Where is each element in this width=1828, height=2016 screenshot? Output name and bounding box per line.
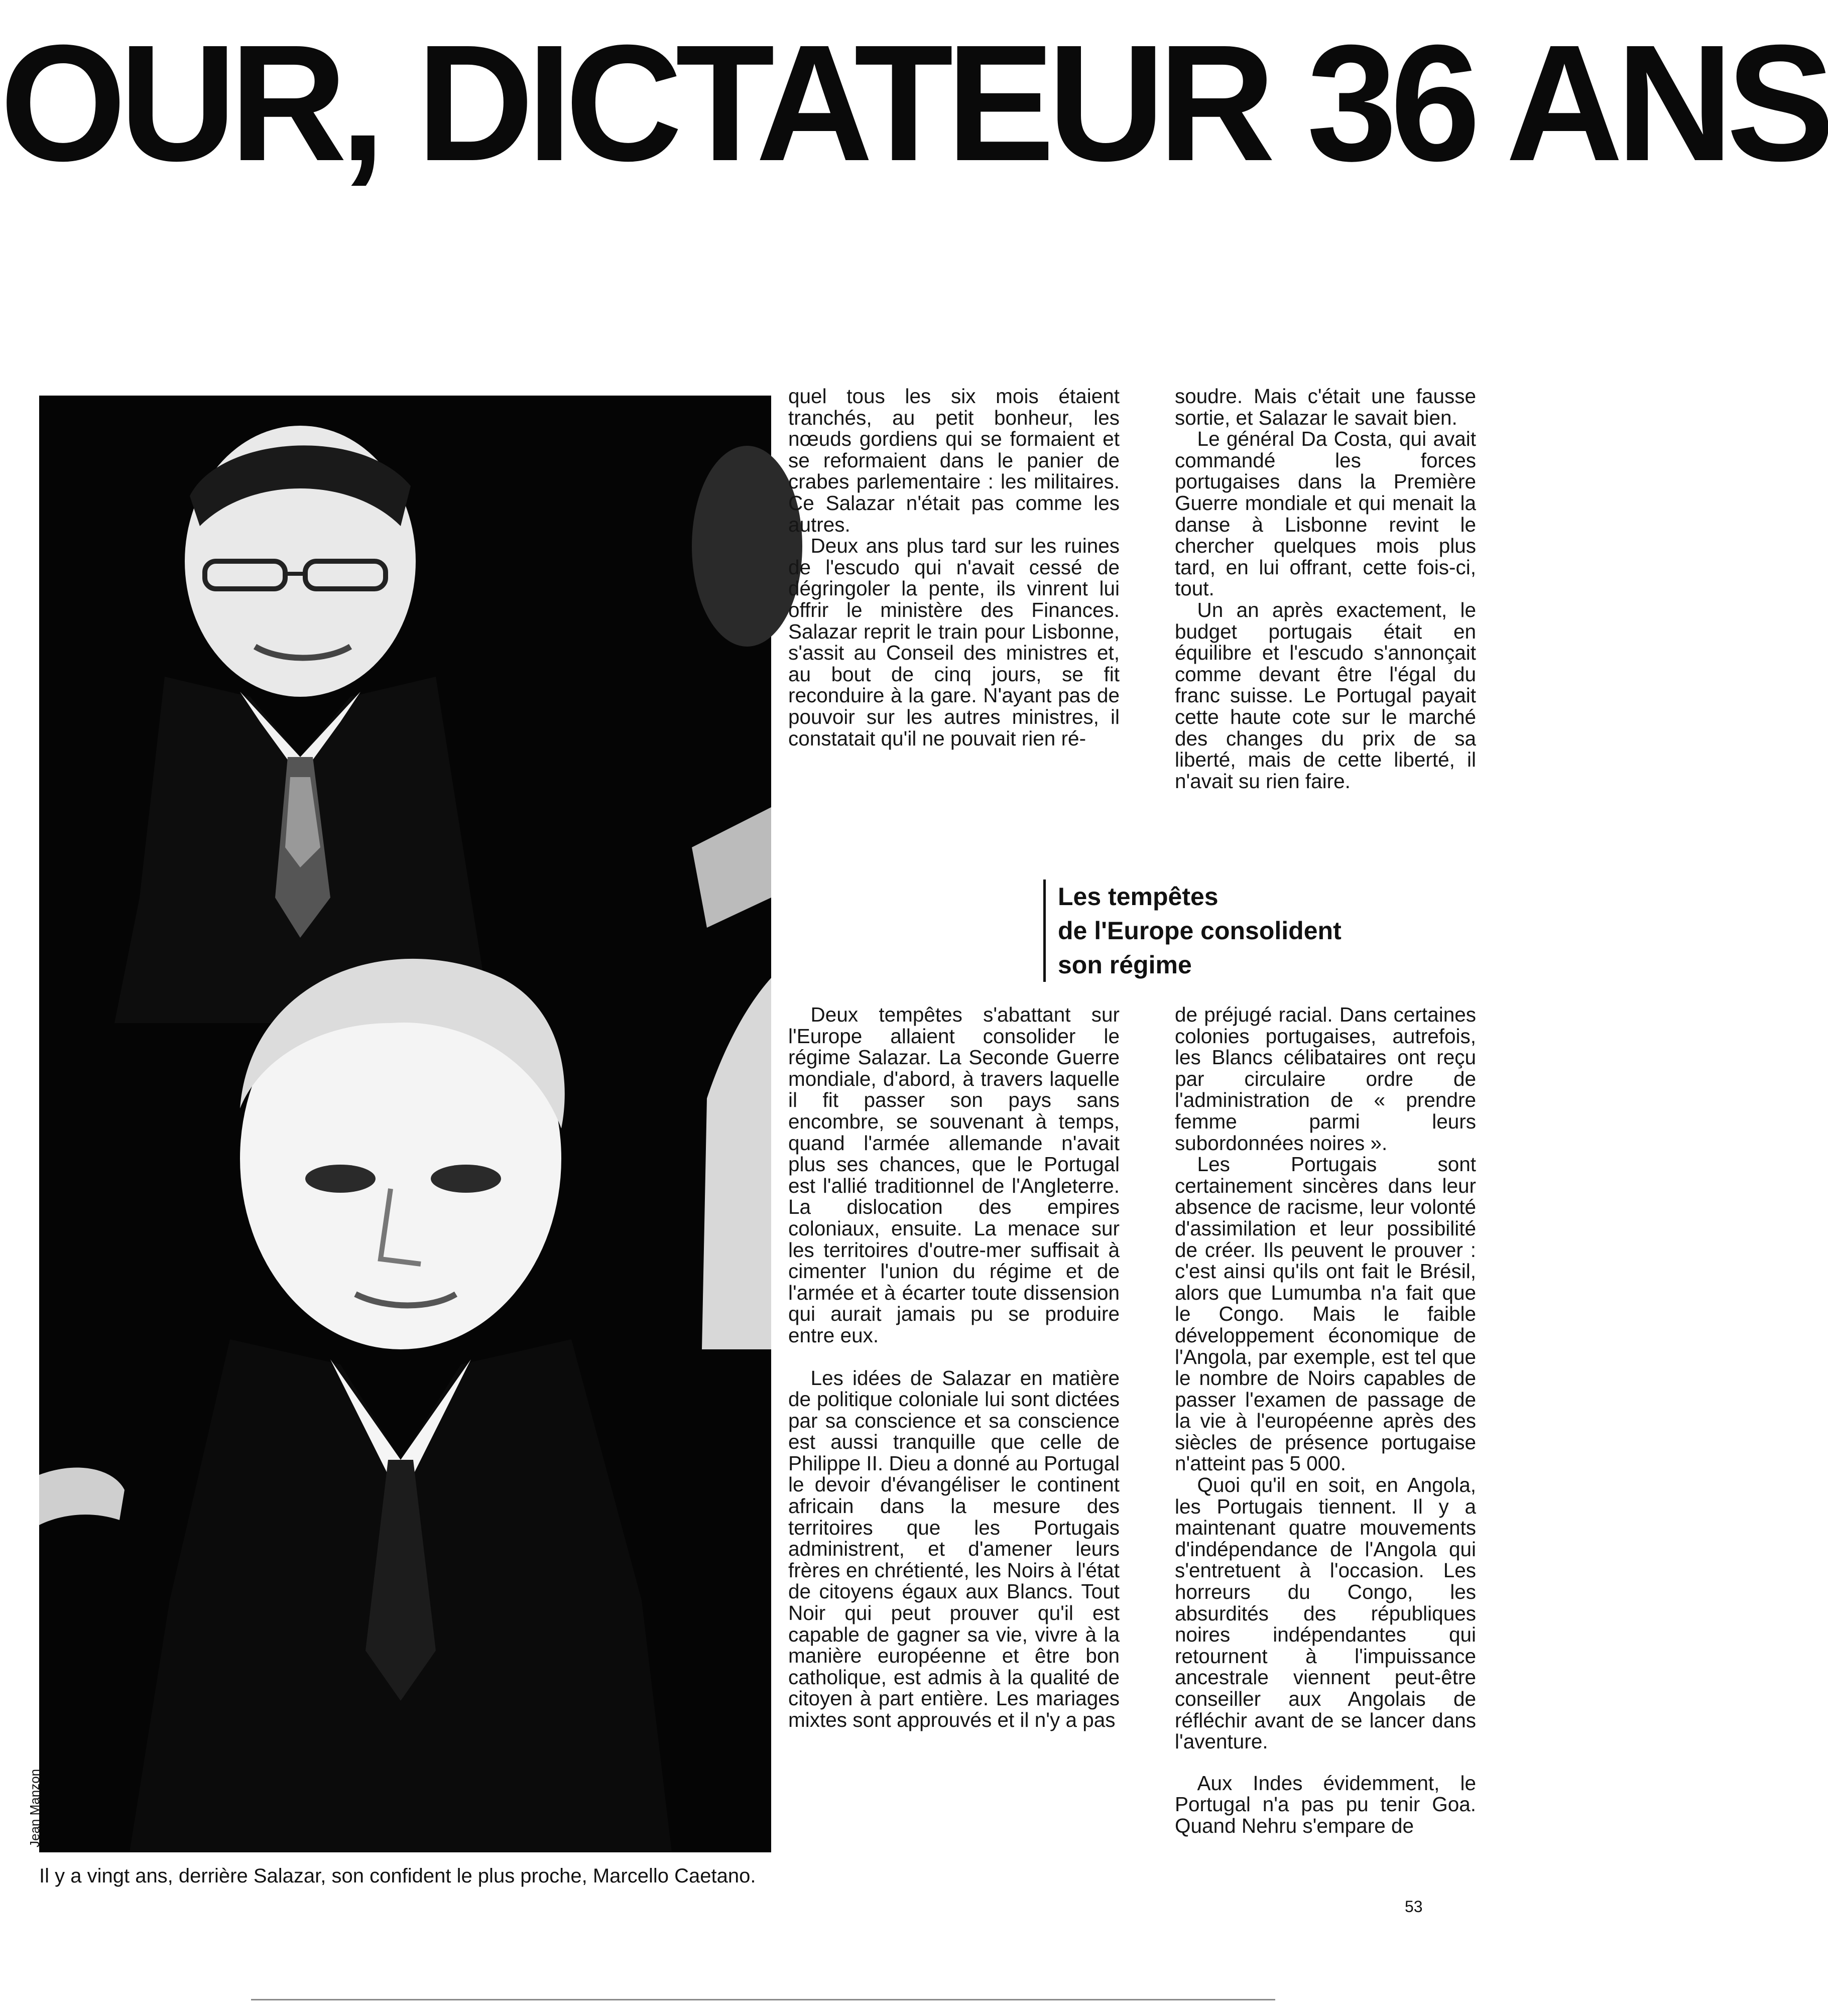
paragraph: Deux ans plus tard sur les ruines de l'escudo qui n'avait cessé de dégringoler la pente, ils vinrent lui offrir le ministère des Finances. Salazar reprit le train pour Lisbonne, s'assit au Conseil des ministres et, au bout de cinq jours, se fit reconduire à la gare. N'ayant pas de pouvoir sur les autres ministres, il constatait qu'il ne pouvait rien ré- — [788, 534, 1120, 750]
article-column-1-bottom — [788, 1004, 1120, 1731]
paragraph: Un an après exactement, le budget portugais était en équilibre et l'escudo s'annonçait comme devant être l'égal du franc suisse. Le Portugal payait cette haute cote sur le marché des changes du prix de sa liberté, mais de cette liberté, il n'avait su rien faire. — [1175, 598, 1476, 793]
photo-credit: Jean Manzon — [27, 1769, 42, 1847]
subheading-line: de l'Europe consolident — [1058, 917, 1342, 945]
paragraph: Deux tempêtes s'abattant sur l'Europe allaient consolider le régime Salazar. La Seconde Guerre mondiale, d'abord, à travers laquelle il fit passer son pays sans encombre, se souvenant à temps, quand l'armée allemande n'avait plus ses chances, que le Portugal est l'allié traditionnel de l'Angleterre. La dislocation des empires coloniaux, ensuite. La menace sur les territoires d'outre-mer suffisait à cimenter l'union du régime et de l'armée et à écarter toute dissension qui aurait jamais pu se produire entre eux. — [788, 1003, 1120, 1347]
article-column-2-bottom — [1175, 1004, 1476, 1837]
paragraph: Les Portugais sont certainement sincères dans leur absence de racisme, leur volonté d'assimilation et leur possibilité de créer. Ils peuvent le prouver : c'est ainsi qu'ils ont fait le Brésil, alors que Lumumba n'a fait que le Congo. Mais le faible développement économique de l'Angola, par exemple, est tel que le nombre de Noirs capables de passer l'examen de passage de la vie à l'européenne après des siècles de présence portugaise n'atteint pas 5 000. — [1175, 1153, 1476, 1475]
photo-caption: Il y a vingt ans, derrière Salazar, son confident le plus proche, Marcello Caetano. — [39, 1865, 756, 1887]
paragraph: Le général Da Costa, qui avait commandé les forces portugaises dans la Première Guerre mondiale et qui menait la danse à Lisbonne revint le chercher quelques mois plus tard, en lui offrant, cette fois-ci, tout. — [1175, 427, 1476, 600]
headline: OUR, DICTATEUR 36 ANS — [0, 10, 1828, 195]
subheading-line: Les tempêtes — [1058, 883, 1218, 911]
paragraph: Les idées de Salazar en matière de politique coloniale lui sont dictées par sa conscience et sa conscience est aussi tranquille que celle de Philippe II. Dieu a donné au Portugal le devoir d'évangéliser le continent africain dans la mesure des territoires que les Portugais administrent, et d'amener leurs frères en chrétienté, les Noirs à l'état de citoyens égaux aux Blancs. Tout Noir qui peut prouver qu'il est capable de gagner sa vie, vivre à la manière européenne et être bon catholique, est admis à la qualité de citoyen à part entière. Les mariages mixtes sont approuvés et il n'y a pas — [788, 1366, 1120, 1731]
article-column-1-top — [788, 386, 1120, 749]
article-column-2-top — [1175, 386, 1476, 792]
paragraph: Aux Indes évidemment, le Portugal n'a pas pu tenir Goa. Quand Nehru s'empare de — [1175, 1771, 1476, 1837]
photograph — [39, 396, 771, 1852]
page-number: 53 — [1405, 1898, 1423, 1916]
photo-illustration — [39, 396, 771, 1852]
paragraph: de préjugé racial. Dans certaines colonies portugaises, autrefois, les Blancs célibataires ont reçu par circulaire ordre de l'administration de « prendre femme parmi leurs subordonnées noires ». — [1175, 1003, 1476, 1155]
subheading — [1043, 879, 1342, 982]
subheading-line: son régime — [1058, 951, 1192, 979]
bottom-rule — [251, 1999, 1275, 2000]
paragraph: Quoi qu'il en soit, en Angola, les Portugais tiennent. Il y a maintenant quatre mouvements d'indépendance de l'Angola qui s'entretuent à l'occasion. Les horreurs du Congo, les absurdités des républiques noires indépendantes qui retournent à l'impuissance ancestrale viennent peut-être conseiller aux Angolais de réfléchir avant de se lancer dans l'aventure. — [1175, 1473, 1476, 1753]
paragraph: quel tous les six mois étaient tranchés, au petit bonheur, les nœuds gordiens qui se formaient et se reformaient dans le panier de crabes parlementaire : les militaires. Ce Salazar n'était pas comme les autres. — [788, 385, 1120, 536]
paragraph: soudre. Mais c'était une fausse sortie, et Salazar le savait bien. — [1175, 385, 1476, 429]
